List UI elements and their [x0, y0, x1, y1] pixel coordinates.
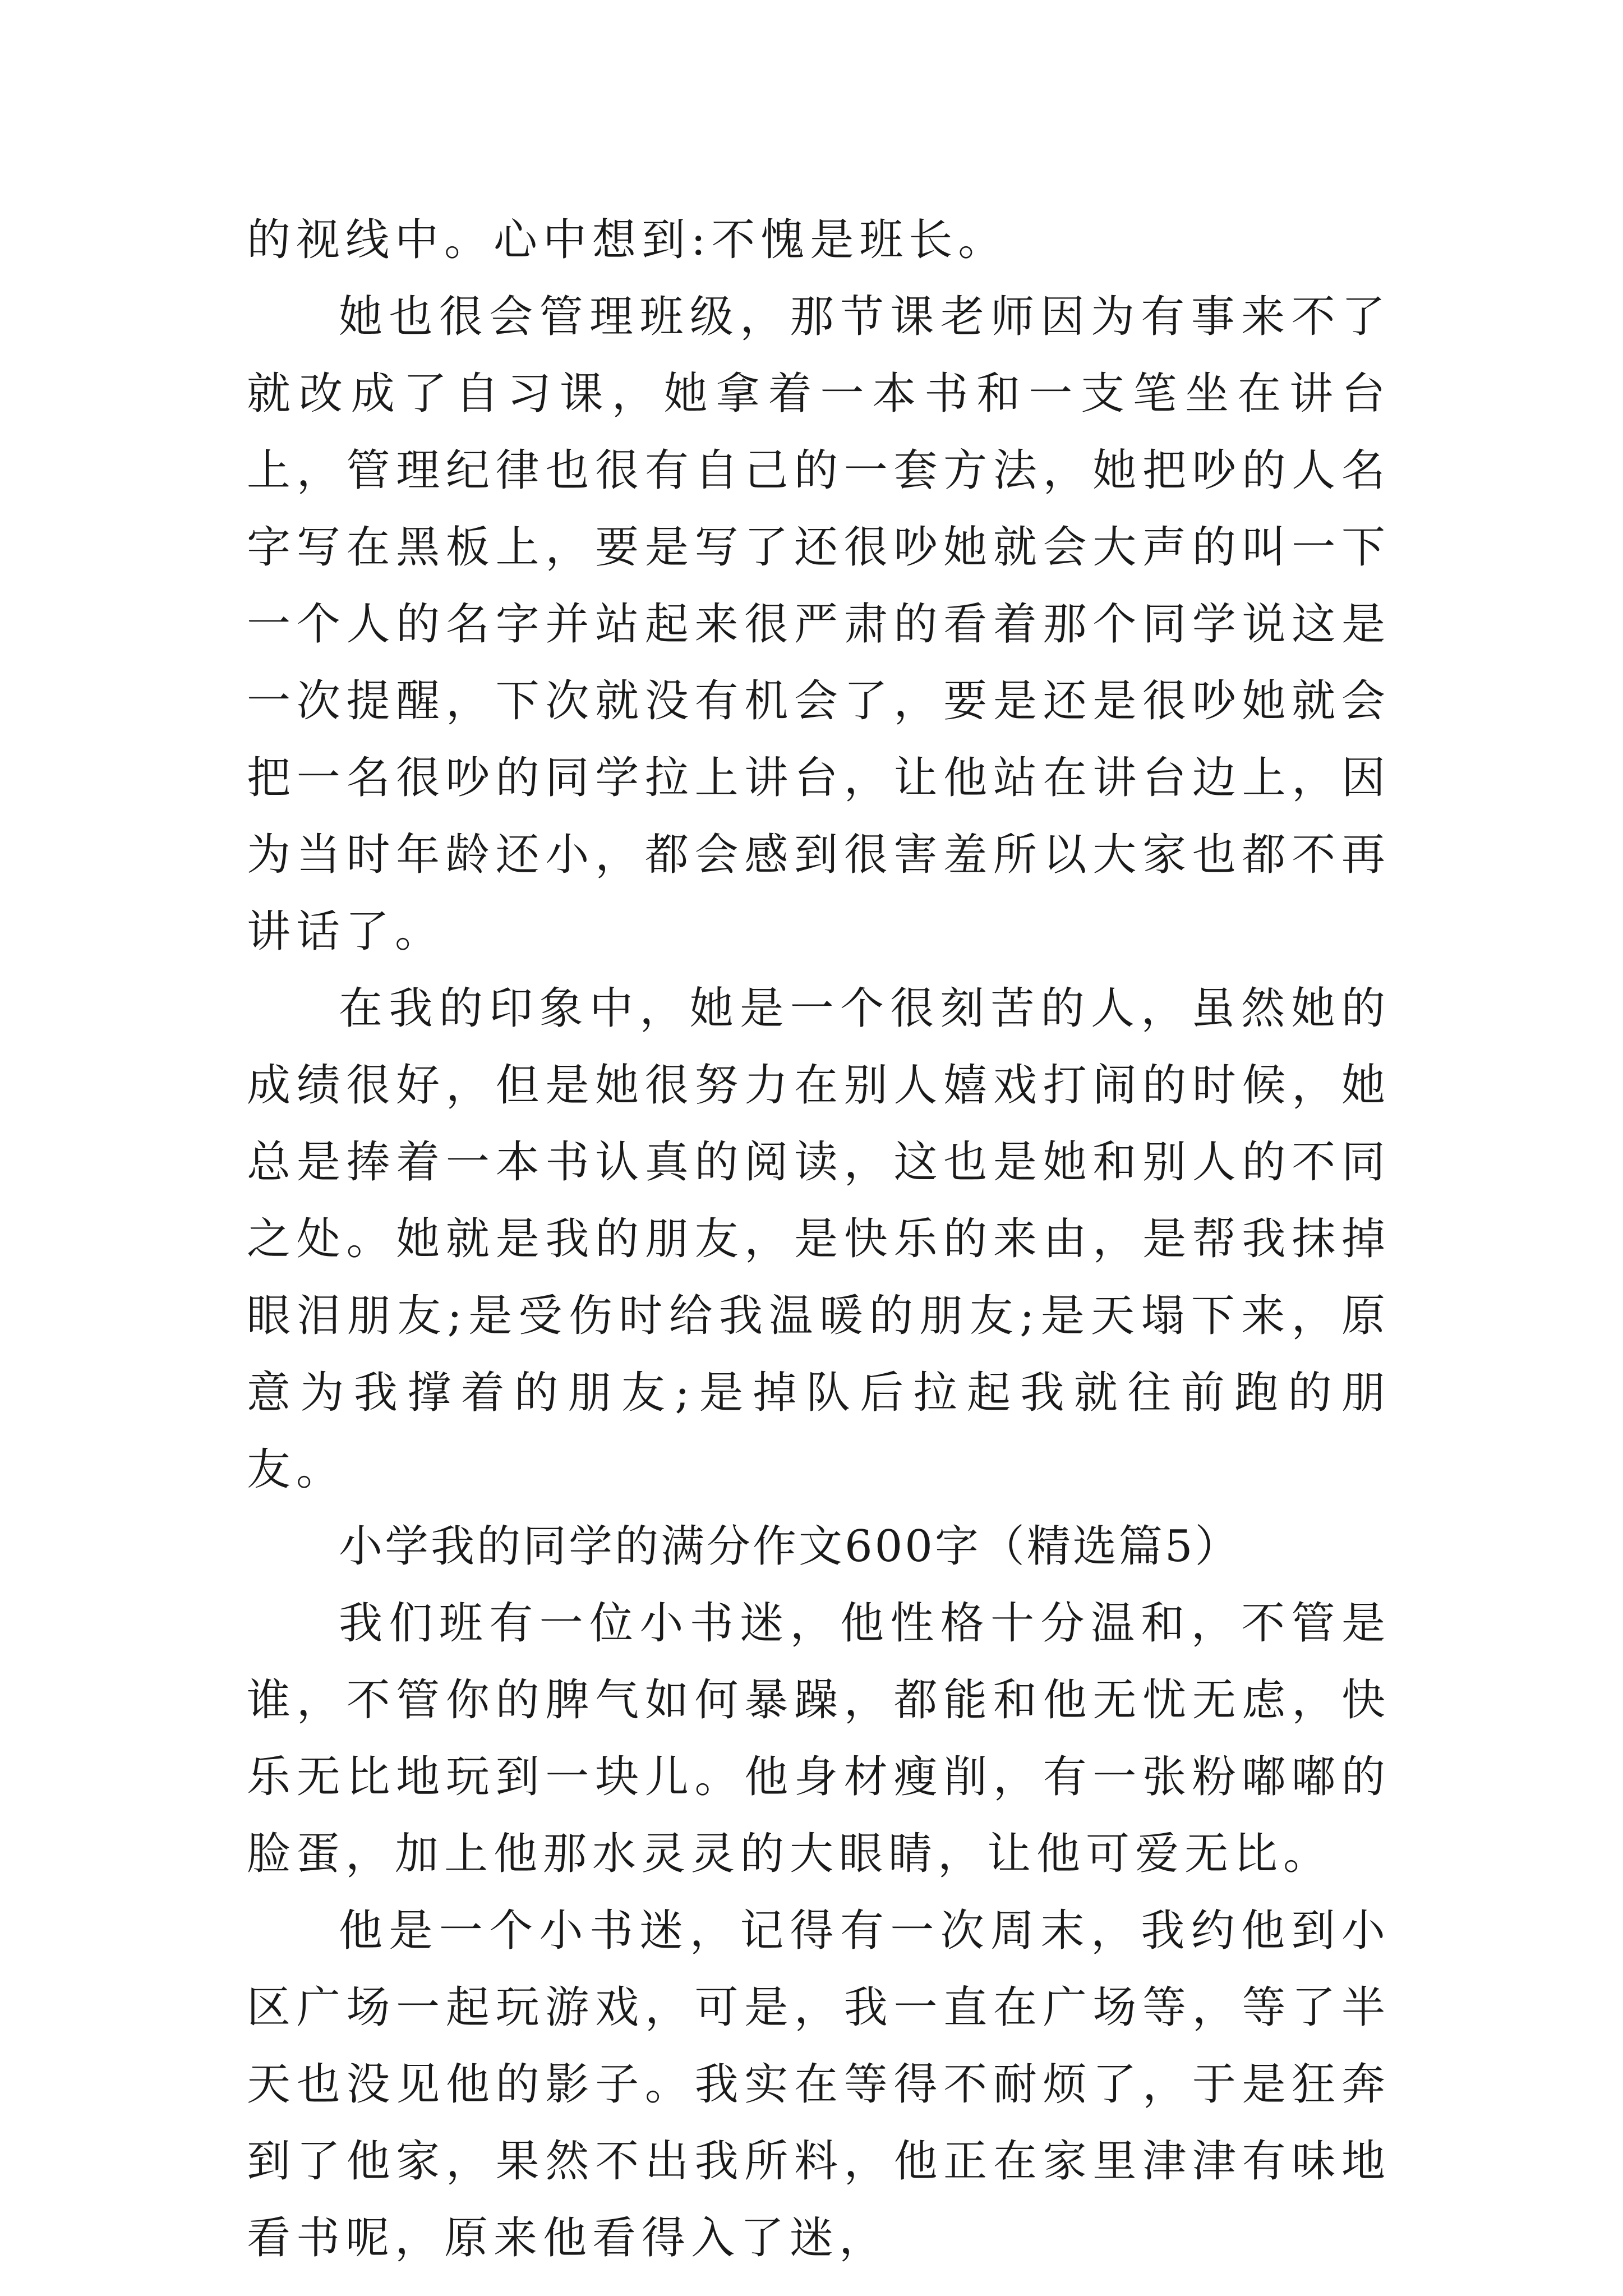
section-heading: 小学我的同学的满分作文600字（精选篇5） [339, 1521, 1241, 1572]
paragraph-continued: 的视线中。心中想到:不愧是班长。 [247, 215, 1008, 265]
paragraph-class-management: 她也很会管理班级，那节课老师因为有事来不了就改成了自习课，她拿着一本书和一支笔坐在讲台上，管理纪律也很有自己的一套方法，她把吵的人名字写在黑板上，要是写了还很吵她就会大声的叫一下一个人的名字并站起来很严肃的看着那个同学说这是一次提醒，下次就没有机会了，要是还是很吵她就会把一名很吵的同学拉上讲台，让他站在讲台边上，因为当时年龄还小，都会感到很害羞所以大家也都不再讲话了。 [247, 292, 1391, 957]
paragraph-hardworking-friend: 在我的印象中，她是一个很刻苦的人，虽然她的成绩很好，但是她很努力在别人嬉戏打闹的时候，她总是捧着一本书认真的阅读，这也是她和别人的不同之处。她就是我的朋友，是快乐的来由，是帮我抹掉眼泪朋友;是受伤时给我温暖的朋友;是天塌下来，原意为我撑着的朋友;是掉队后拉起我就往前跑的朋友。 [247, 983, 1391, 1495]
paragraph-bookworm-intro: 我们班有一位小书迷，他性格十分温和，不管是谁，不管你的脾气如何暴躁，都能和他无忧无虑，快乐无比地玩到一块儿。他身材瘦削，有一张粉嘟嘟的脸蛋，加上他那水灵灵的大眼睛，让他可爱无比。 [247, 1598, 1391, 1879]
document-page [247, 202, 1391, 2277]
paragraph-bookworm-story: 他是一个小书迷，记得有一次周末，我约他到小区广场一起玩游戏，可是，我一直在广场等，等了半天也没见他的影子。我实在等得不耐烦了，于是狂奔到了他家，果然不出我所料，他正在家里津津有味地看书呢，原来他看得入了迷， [247, 1906, 1391, 2263]
